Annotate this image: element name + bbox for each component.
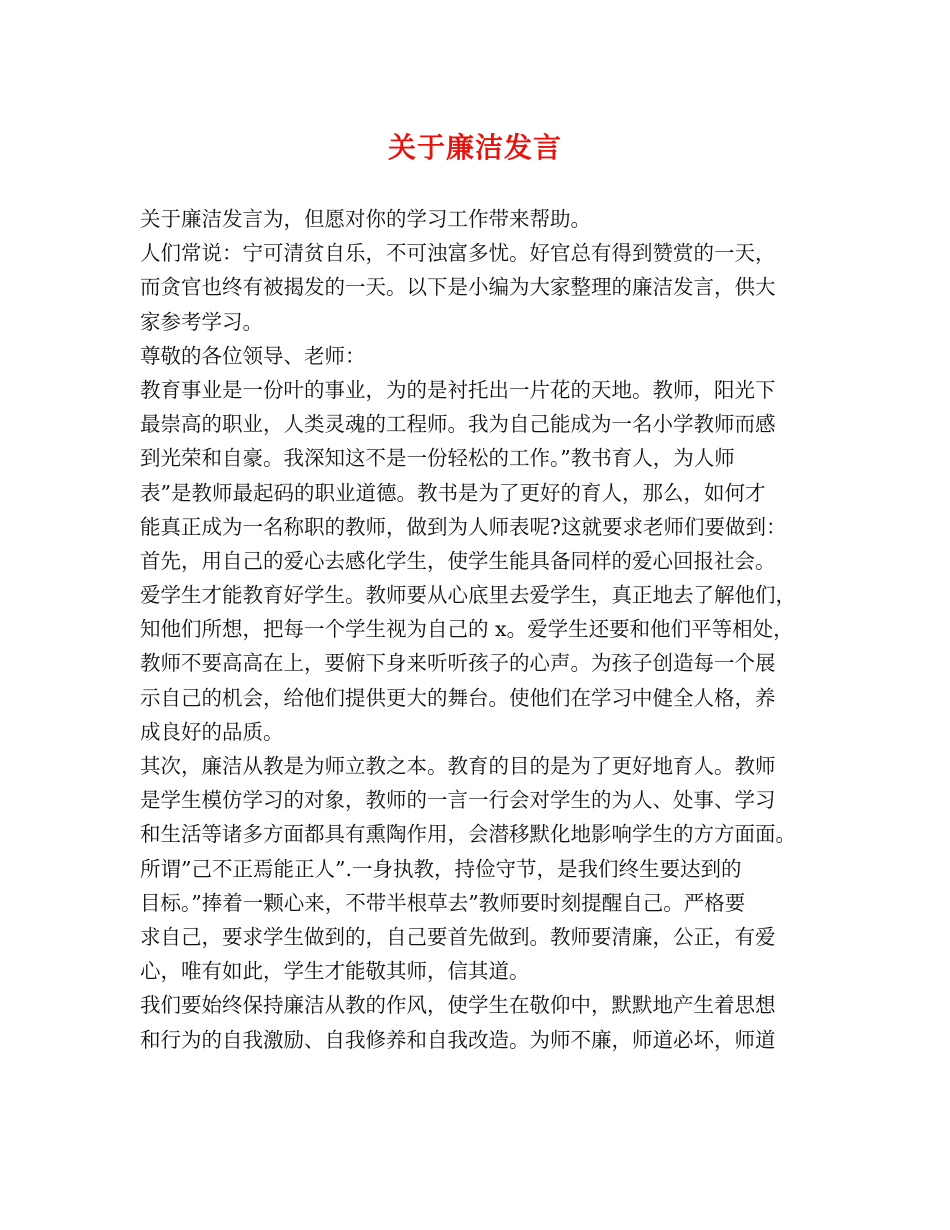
- text-line: 关于廉洁发言为，但愿对你的学习工作带来帮助。: [140, 207, 591, 231]
- document-title: 关于廉洁发言: [387, 131, 562, 164]
- text-line: 求自己，要求学生做到的，自己要首先做到。教师要清廉，公正，有爱: [140, 924, 776, 949]
- text-line: 人们常说：宁可清贫自乐，不可浊富多忧。好官总有得到赞赏的一天，: [140, 241, 776, 266]
- text-line: 首先，用自己的爱心去感化学生，使学生能具备同样的爱心回报社会。: [140, 548, 776, 573]
- text-line: 目标。”捧着一颗心来，不带半根草去”教师要时刻提醒自己。严格要: [140, 890, 746, 915]
- text-line: 能真正成为一名称职的教师，做到为人师表呢?这就要求老师们要做到：: [140, 514, 787, 539]
- text-line: 教师不要高高在上，要俯下身来听听孩子的心声。为孩子创造每一个展: [140, 651, 776, 676]
- text-line: 最崇高的职业，人类灵魂的工程师。我为自己能成为一名小学教师而感: [140, 412, 776, 437]
- text-line: 示自己的机会，给他们提供更大的舞台。使他们在学习中健全人格，养: [140, 685, 776, 710]
- text-line: 我们要始终保持廉洁从教的作风，使学生在敬仰中，默默地产生着思想: [140, 993, 776, 1018]
- text-line: 所谓”己不正焉能正人”.一身执教，持俭守节，是我们终生要达到的: [140, 856, 742, 881]
- text-line: 是学生模仿学习的对象，教师的一言一行会对学生的为人、处事、学习: [140, 788, 776, 813]
- text-line: 家参考学习。: [140, 309, 263, 334]
- text-line: 知他们所想，把每一个学生视为自己的 x。爱学生还要和他们平等相处，: [140, 617, 794, 642]
- text-line: 教育事业是一份叶的事业，为的是衬托出一片花的天地。教师，阳光下: [140, 377, 776, 402]
- text-line: 和行为的自我激励、自我修养和自我改造。为师不廉，师道必坏，师道: [140, 1027, 776, 1052]
- text-line: 而贪官也终有被揭发的一天。以下是小编为大家整理的廉洁发言，供大: [140, 275, 776, 300]
- text-line: 到光荣和自豪。我深知这不是一份轻松的工作。”教书育人，为人师: [140, 446, 735, 471]
- text-line: 表”是教师最起码的职业道德。教书是为了更好的育人，那么，如何才: [140, 480, 766, 505]
- text-line: 成良好的品质。: [140, 719, 284, 744]
- text-line: 爱学生才能教育好学生。教师要从心底里去爱学生，真正地去了解他们，: [140, 583, 796, 608]
- text-line: 其次，廉洁从教是为师立教之本。教育的目的是为了更好地育人。教师: [140, 754, 776, 778]
- text-line: 尊敬的各位领导、老师：: [140, 343, 366, 368]
- text-line: 心，唯有如此，学生才能敬其师，信其道。: [140, 959, 530, 984]
- text-line: 和生活等诸多方面都具有熏陶作用，会潜移默化地影响学生的方方面面。: [140, 822, 796, 847]
- document-body: [140, 202, 830, 1057]
